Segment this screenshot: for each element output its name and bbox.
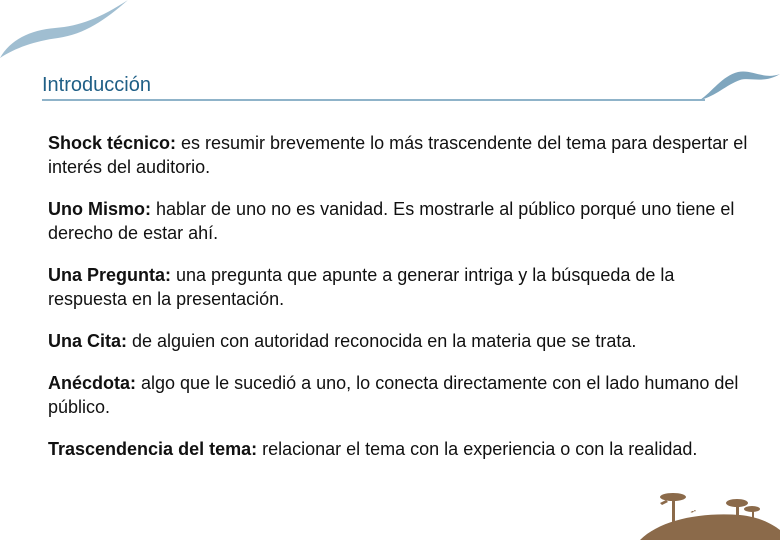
item-term: Uno Mismo: (48, 199, 151, 219)
item-term: Anécdota: (48, 373, 137, 393)
item-term: Una Pregunta: (48, 265, 172, 285)
item-term: Una Cita: (48, 331, 128, 351)
wave-swoosh-top-left (0, 0, 128, 58)
item-text: de alguien con autoridad reconocida en la materia que se trata. (127, 331, 637, 351)
item-text: una pregunta que apunte a generar intriga y la búsqueda de la respuesta en la presentación. (48, 265, 675, 309)
item-text: hablar de uno no es vanidad. Es mostrarle al público porqué uno tiene el derecho de estar ahí. (48, 199, 735, 243)
page-number: 84 (690, 506, 701, 516)
item-text: es resumir brevemente lo más trascendente del tema para despertar el interés del auditorio. (48, 133, 748, 177)
savanna-illustration (640, 493, 780, 540)
item-term: Trascendencia del tema: (48, 439, 258, 459)
list-item-una-pregunta (48, 263, 758, 311)
list-item-trascendencia (48, 437, 758, 461)
list-item-una-cita (48, 329, 758, 353)
item-text: relacionar el tema con la experiencia o con la realidad. (257, 439, 698, 459)
item-term: Shock técnico: (48, 133, 177, 153)
list-item-anecdota (48, 371, 758, 419)
list-item-uno-mismo (48, 197, 758, 245)
item-text: algo que le sucedió a uno, lo conecta directamente con el lado humano del público. (48, 373, 739, 417)
list-item-shock-tecnico (48, 131, 758, 179)
slide-title: Introducción (42, 74, 151, 96)
wave-swoosh-right (700, 71, 780, 100)
content-list (48, 131, 758, 479)
